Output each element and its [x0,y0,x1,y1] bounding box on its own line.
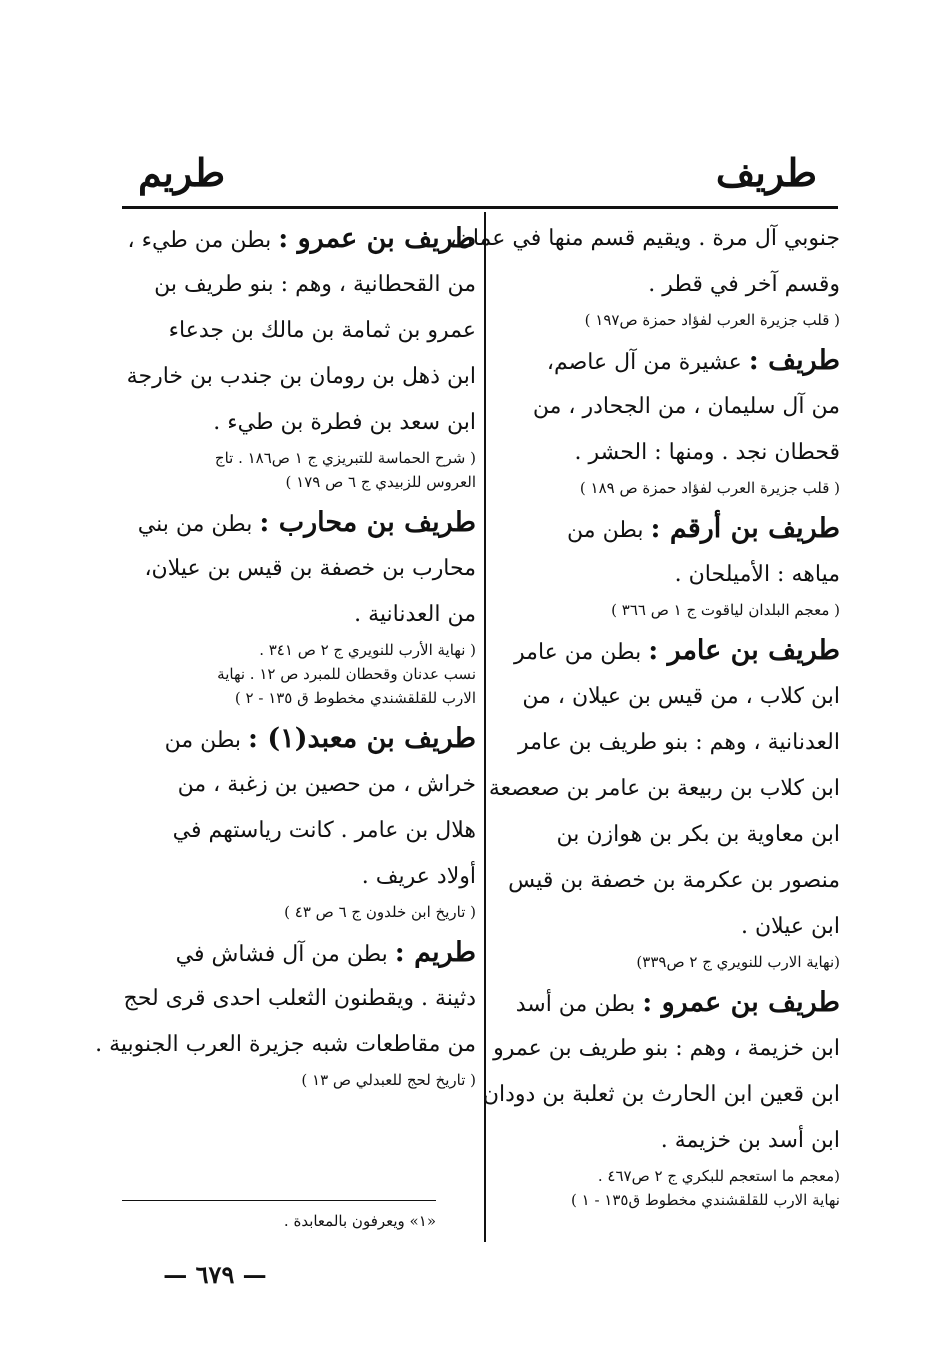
text-line: ابن كلاب بن ربيعة بن عامر بن صعصعة [488,776,840,801]
entry-text: بطن من طيء ، [127,228,279,253]
text-line: ابن أسد بن خزيمة . [660,1128,840,1153]
text-line: منصور بن عكرمة بن خصفة بن قيس [508,868,840,893]
text-line: أولاد عريف . [361,864,476,889]
text-line: وقسم آخر في قطر . [648,272,840,297]
entry-line [120,500,476,546]
citation: العروس للزبيدي ج ٦ ص ١٧٩ ) [285,473,476,491]
entry-text: عشيرة من آل عاصم، [546,350,749,375]
citation: نسب عدنان وقحطان للمبرد ص ١٢ . نهاية [217,665,476,683]
text-line: ابن معاوية بن بكر بن هوازن بن [556,822,840,847]
entry-text: بطن من [164,728,249,753]
entry-text: بطن من بني [137,512,260,537]
entry-term: طريف : [748,345,840,376]
citation: ( معجم البلدان لياقوت ج ١ ص ٣٦٦ ) [611,601,840,619]
citation: (معجم ما استعجم للبكري ج ٢ ص٤٦٧ . [597,1167,840,1185]
citation: (نهاية الارب للنويري ج ٢ ص٣٣٩) [636,953,840,971]
entry-line [120,716,476,762]
citation: ( قلب جزيرة العرب لفؤاد حمزة ص ١٨٩ ) [579,479,840,497]
entry-line [120,930,476,976]
spacer [120,1092,476,1098]
text-line: ابن سعد بن فطرة بن طيء . [213,410,476,435]
entry-text: بطن من [567,518,651,543]
entry-term: طريف بن عمرو : [642,987,840,1018]
entry-term: طريف بن أرقم : [650,513,840,544]
entry-line [120,216,476,262]
text-line: ابن خزيمة ، وهم : بنو طريف بن عمرو [493,1036,840,1061]
text-line: ابن كلاب ، من قيس بن عيلان ، من [522,684,840,709]
text-line: ابن قعين ابن الحارث بن ثعلبة بن دودان [482,1082,840,1107]
citation: الارب للقلقشندي مخطوط ق ١٣٥ - ٢ ) [234,689,476,707]
text-line: جنوبي آل مرة . ويقيم قسم منها في عمان، [449,226,840,251]
citation: ( نهاية الأرب للنويري ج ٢ ص ٣٤١ . [259,641,476,659]
page-number: — ٦٧٩ — [163,1260,267,1289]
entry-term: طريف بن معبد(١) : [248,723,476,754]
entry-line [496,338,840,384]
entry-text: بطن من أسد [515,992,643,1017]
text-line: مياهه : الأميلحان . [674,562,840,587]
text-line: قحطان نجد . ومنها : الحشر . [574,440,840,465]
running-header-right: طريف [715,150,817,195]
text-line: من آل سليمان ، من الجحادر ، من [532,394,840,419]
text-line: هلال بن عامر . كانت رياستهم في [172,818,476,843]
citation: ( تاريخ ابن خلدون ج ٦ ص ٤٣ ) [284,903,476,921]
footnote-rule [122,1200,436,1201]
text-line: عمرو بن ثمامة بن مالك بن جدعاء [168,318,476,343]
entry-line [496,628,840,674]
text-line: ابن عيلان . [740,914,840,939]
footnote: «١» ويعرفون بالمعابدة . [283,1212,436,1230]
text-line: من القحطانية ، وهم : بنو طريف بن [154,272,476,297]
entry-term: طريف بن عامر : [648,635,840,666]
text-line: محارب بن خصفة بن قيس بن عيلان، [144,556,476,581]
entry-text: بطن من عامر [514,640,649,665]
entry-term: طريف بن عمرو : [278,223,476,254]
citation: ( قلب جزيرة العرب لفؤاد حمزة ص١٩٧ ) [584,311,840,329]
text-line: من مقاطعات شبه جزيرة العرب الجنوبية . [95,1032,476,1057]
entry-line [496,980,840,1026]
header-rule [122,206,838,209]
left-column [95,216,476,1098]
text-line: خراش ، من حصين بن زغبة ، من [177,772,476,797]
citation: نهاية الارب للقلقشندي مخطوط ق١٣٥ - ١ ) [571,1191,840,1209]
text-line: ابن ذهل بن رومان بن جندب بن خارجة [126,364,476,389]
entry-term: طريف بن محارب : [259,507,476,538]
entry-text: بطن من آل فشاش في [175,942,395,967]
running-header-left: طريم [138,150,226,195]
citation: ( تاريخ لحج للعبدلي ص ١٣ ) [301,1071,476,1089]
spacer [496,1212,840,1218]
right-column [449,216,840,1218]
entry-term: طريم : [394,937,476,968]
entry-line [496,506,840,552]
citation: ( شرح الحماسة للتبريزي ج ١ ص١٨٦ . تاج [214,449,476,467]
text-line: العدنانية ، وهم : بنو طريف بن عامر [518,730,840,755]
text-line: من العدنانية . [354,602,476,627]
text-line: دثينة . ويقطنون الثعلب احدى قرى لحج [123,986,476,1011]
